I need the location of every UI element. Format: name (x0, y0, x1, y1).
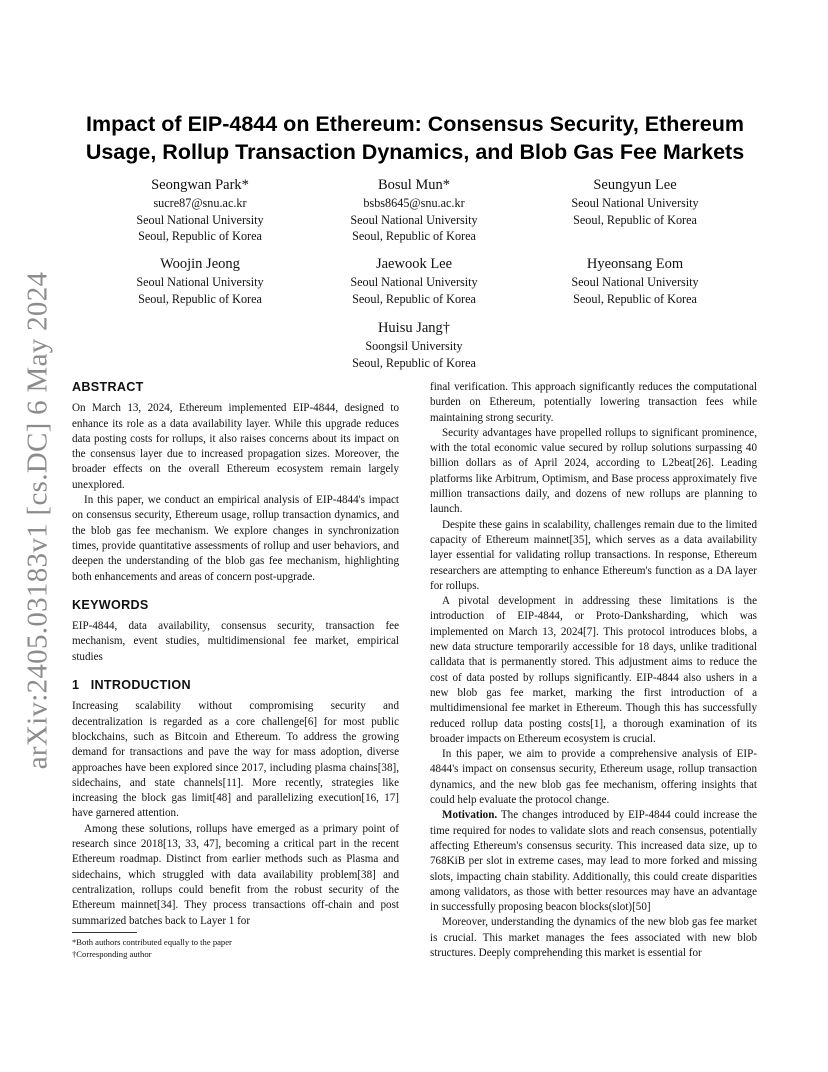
author-block (85, 176, 315, 245)
paper-title (70, 110, 760, 166)
author-location: Seoul, Republic of Korea (352, 291, 476, 306)
author-block (299, 176, 529, 245)
footnote: *Both authors contributed equally to the paper (72, 937, 232, 947)
introduction-heading: 1 INTRODUCTION (72, 678, 191, 693)
keywords-text: EIP-4844, data availability, consensus security, transaction fee mechanism, event studies, multidimensional fee market, empirical studies (72, 620, 399, 663)
author-location: Seoul, Republic of Korea (573, 291, 697, 306)
author-location: Seoul, Republic of Korea (138, 291, 262, 306)
author-block (299, 319, 529, 371)
body-paragraph: In this paper, we aim to provide a comprehensive analysis of EIP-4844's impact on consensus security, Ethereum usage, rollup transaction dynamics, and the new blob gas fee mechanism, offering insights that could help evaluate the protocol change. (430, 748, 757, 807)
author-block (520, 255, 750, 307)
body-paragraph: Among these solutions, rollups have emerged as a primary point of research since 2018[13, 33, 47], becoming a critical part in the recent Ethereum roadmap. Distinct from earlier methods such as Plasma and sidechains, which struggled with data availability problem[38] and centralization, rollups could benefit from the robust security of the Ethereum mainnet[34]. They process transactions off-chain and post summarized batches back to Layer 1 for (72, 822, 399, 927)
author-name: Woojin Jeong (160, 256, 240, 272)
author-affiliation: Seoul National University (136, 212, 264, 227)
author-affiliation: Seoul National University (350, 275, 478, 289)
body-paragraph: Moreover, understanding the dynamics of the new blob gas fee market is crucial. This market manages the fees associated with new blob structures. Deeply comprehending this market is essential for (430, 916, 757, 959)
footnote: †Corresponding author (72, 949, 152, 959)
author-block (299, 255, 529, 307)
arxiv-identifier-sidebar (6, 120, 70, 920)
motivation-label: Motivation. (442, 809, 498, 822)
author-location: Seoul, Republic of Korea (352, 229, 476, 243)
body-paragraph: Security advantages have propelled rollups to significant prominence, with the total economic value secured by rollup solutions surpassing 40 billion dollars as of April 2024, according to L2beat[26]. Leading platforms like Arbitrum, Optimism, and Base process approximately five million transactions daily, and dozens of new rollups are planning to launch. (430, 426, 757, 516)
author-name: Seungyun Lee (593, 177, 677, 193)
author-affiliation: Seoul National University (136, 275, 264, 289)
title-line-2: Usage, Rollup Transaction Dynamics, and Blob Gas Fee Markets (85, 140, 745, 164)
author-name: Seongwan Park* (151, 177, 249, 193)
author-email: sucre87@snu.ac.kr (153, 196, 247, 210)
author-name: Huisu Jang† (377, 320, 451, 336)
keywords-heading: KEYWORDS (72, 597, 149, 612)
motivation-text: The changes introduced by EIP-4844 could increase the time required for nodes to validate slots and reach consensus, potentially affecting Ethereum's consensus security. This increased data size, up to 768KiB per slot in extreme cases, may lead to more forked and missing slots, impacting chain stability. Additionally, this could create disparities among validators, as those with better resources may have an advantage in successfully proposing beacon blocks(slot)[50] (430, 809, 757, 914)
author-block (85, 255, 315, 307)
author-name: Bosul Mun* (377, 177, 451, 193)
abstract-heading: ABSTRACT (72, 380, 144, 394)
author-affiliation: Seoul National University (571, 196, 699, 210)
author-affiliation: Seoul National University (350, 212, 478, 227)
author-name: Jaewook Lee (375, 256, 453, 272)
author-name: Hyeonsang Eom (586, 256, 684, 272)
abstract-paragraph: On March 13, 2024, Ethereum implemented EIP-4844, designed to enhance its role as a data availability layer. While this upgrade reduces data posting costs for rollups, it also raises concerns about its impact on the consensus layer due to increased propagation sizes. Moreover, the broader effects on the overall Ethereum ecosystem remain largely unexplored. (72, 402, 399, 491)
author-location: Seoul, Republic of Korea (352, 355, 476, 370)
body-paragraph: A pivotal development in addressing these limitations is the introduction of EIP-4844, or Proto-Danksharding, which was implemented on March 13, 2024[7]. This protocol introduces blobs, a new data structure temporarily accessible for 18 days, unlike traditional calldata that is permanently stored. This adjustment aims to reduce the cost of data posted by rollups significantly. EIP-4844 also ushers in a new blob gas fee market, marking the first introduction of a multidimensional fee market in Ethereum. Though this has successfully reduced rollup data posting costs[1], a thorough examination of its broader impacts on Ethereum ecosystem is crucial. (430, 595, 757, 745)
body-paragraph: Despite these gains in scalability, challenges remain due to the limited capacity of Ethereum mainnet[35], which serves as a data availability layer essential for validating rollup transactions. In response, Ethereum researchers are attempting to enhance Ethereum's function as a DA layer for rollups. (430, 518, 757, 592)
left-column (72, 380, 399, 929)
author-affiliation: Seoul National University (571, 275, 699, 289)
author-email: bsbs8645@snu.ac.kr (363, 196, 465, 210)
footnote-rule (72, 932, 137, 933)
abstract-paragraph: In this paper, we conduct an empirical analysis of EIP-4844's impact on consensus security, Ethereum usage, rollup transaction dynamics, and the blob gas fee mechanism. We explore changes in synchronization times, provide quantitative assessments of rollup and user behaviors, and deepen the understanding of the blob gas fee mechanism, highlighting both enhancements and areas of concern post-upgrade. (72, 494, 399, 583)
title-line-1: Impact of EIP-4844 on Ethereum: Consensus Security, Ethereum (86, 112, 744, 136)
arxiv-id-text: arXiv:2405.03183v1 [cs.DC] 6 May 2024 (21, 271, 54, 769)
author-block (520, 176, 750, 228)
body-paragraph: final verification. This approach significantly reduces the computational burden on Ethereum, potentially lowering transaction fees while maintaining strong security. (430, 381, 757, 424)
body-paragraph: Increasing scalability without compromising security and decentralization is regarded as a core challenge[6] for most public blockchains, such as Bitcoin and Ethereum. To address the growing demand for transactions and pave the way for mass adoption, diverse approaches have been explored since 2017, including plasma chains[38], sidechains, and state channels[11]. More recently, strategies like increasing the block gas limit[48] and parallelizing execution[16, 17] have garnered attention. (72, 700, 399, 820)
right-column (430, 380, 757, 961)
author-location: Seoul, Republic of Korea (138, 229, 262, 243)
author-affiliation: Soongsil University (365, 339, 463, 353)
motivation-paragraph (430, 808, 757, 915)
author-location: Seoul, Republic of Korea (573, 212, 697, 227)
